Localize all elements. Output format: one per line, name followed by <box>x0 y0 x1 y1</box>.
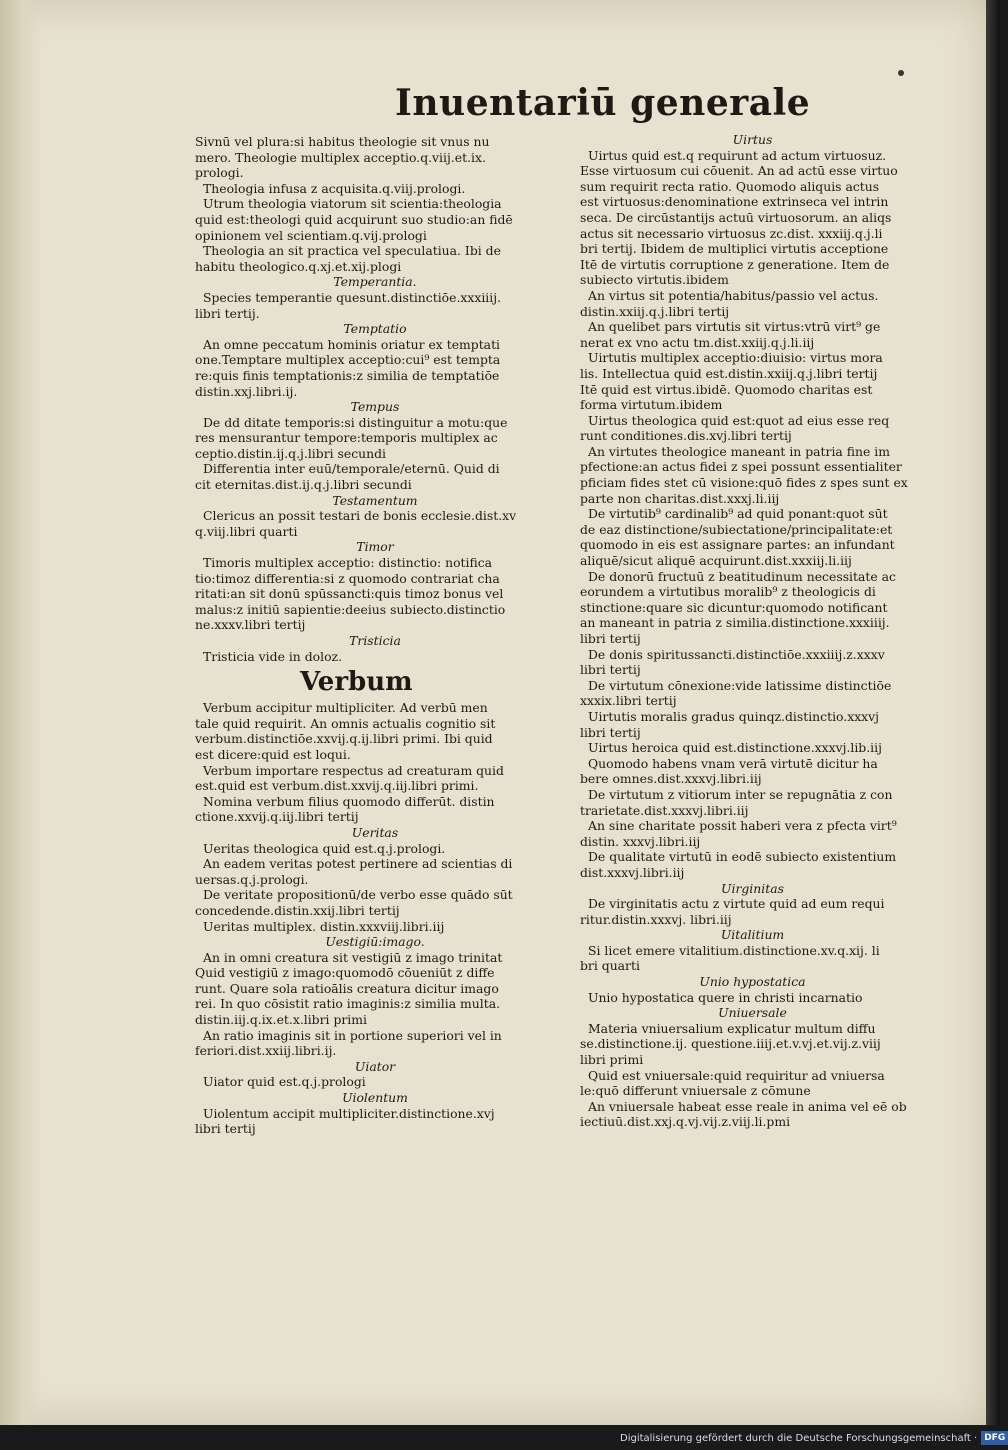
right-text-line: dist.xxxvj.libri.iij <box>580 864 685 880</box>
right-text-line: Itē de virtutis corruptione z generatione. Item de <box>580 256 890 272</box>
left-text-line: ceptio.distin.ij.q.j.libri secundi <box>195 445 387 461</box>
right-entry-heading: Uirtus <box>732 132 773 147</box>
left-text-line: Uiator quid est.q.j.prologi <box>203 1074 366 1090</box>
right-text-line: an maneant in patria z similia.distinctione.xxxiiij. <box>580 615 890 631</box>
right-text-line: eorundem a virtutibus moralib⁹ z theologicis di <box>580 584 876 600</box>
left-text-line: q.viij.libri quarti <box>195 523 298 539</box>
left-entry-heading: Tempus <box>350 399 400 415</box>
right-text-line: parte non charitas.dist.xxxj.li.iij <box>580 490 780 506</box>
left-entry-heading: Uiolentum <box>342 1090 408 1106</box>
left-text-line: Quid vestigiū z imago:quomodō cōueniūt z diffe <box>195 965 495 981</box>
right-text-line: De virtutib⁹ cardinalib⁹ ad quid ponant:quot sūt <box>588 506 888 522</box>
right-text-line: Esse virtuosum cui cōuenit. An ad actū esse virtuo <box>580 163 898 179</box>
right-text-line: distin. xxxvj.libri.iij <box>580 833 701 849</box>
right-text-line: Uirtutis multiplex acceptio:diuisio: virtus mora <box>588 350 883 366</box>
ink-dot <box>898 70 904 76</box>
left-text-line: Ueritas theologica quid est.q.j.prologi. <box>203 840 446 856</box>
right-text-line: Itē quid est virtus.ibidē. Quomodo charitas est <box>580 381 873 397</box>
right-text-line: Uirtus heroica quid est.distinctione.xxxvj.lib.iij <box>588 740 882 756</box>
left-text-line: Verbum accipitur multipliciter. Ad verbū men <box>203 700 488 716</box>
left-entry-heading: Tristicia <box>349 633 401 648</box>
left-entry-heading: Testamentum <box>332 492 418 508</box>
right-text-line: Uirtus quid est.q requirunt ad actum virtuosuz. <box>588 147 887 163</box>
left-text-line: uersas.q.j.prologi. <box>195 871 309 887</box>
left-text-line: Theologia infusa z acquisita.q.viij.prologi. <box>203 180 466 196</box>
left-text-line: feriori.dist.xxiij.libri.ij. <box>195 1043 337 1059</box>
right-text-line: Materia vniuersalium explicatur multum diffu <box>588 1020 876 1036</box>
left-text-line: De dd ditate temporis:si distinguitur a motu:que <box>203 414 508 430</box>
left-text-line: concedende.distin.xxij.libri tertij <box>195 902 400 918</box>
right-text-line: An virtutes theologice maneant in patria fine im <box>588 443 890 459</box>
left-text-line: one.Temptare multiplex acceptio:cui⁹ est tempta <box>195 352 501 368</box>
right-text-line: Si licet emere vitalitium.distinctione.xv.q.xij. li <box>588 942 880 958</box>
right-text-line: libri tertij <box>580 662 641 678</box>
left-text-line: Ueritas multiplex. distin.xxxviij.libri.iij <box>203 918 445 934</box>
left-text-line: Sivnū vel plura:si habitus theologie sit vnus nu <box>195 134 490 149</box>
footer-credit <box>620 1427 1006 1450</box>
right-text-line: De virginitatis actu z virtute quid ad eum requi <box>588 896 885 912</box>
right-text-line: sum requirit recta ratio. Quomodo aliquis actus <box>580 178 880 194</box>
left-column <box>195 134 555 1137</box>
right-text-line: est virtuosus:denominatione extrinseca vel intrin <box>580 194 889 210</box>
right-text-line: An quelibet pars virtutis sit virtus:vtrū virt⁹ ge <box>588 319 881 335</box>
right-text-line: actus sit necessario virtuosus zc.dist. xxxiij.q.j.li <box>580 225 883 241</box>
right-text-line: xxxix.libri tertij <box>580 693 677 709</box>
left-text-line: distin.xxj.libri.ij. <box>195 383 298 399</box>
left-text-line: Tristicia vide in doloz. <box>203 648 343 664</box>
right-text-line: de eaz distinctione/subiectatione/principalitate:et <box>580 521 893 537</box>
right-text-line: distin.xxiij.q.j.libri tertij <box>580 303 730 319</box>
left-text-line: An eadem veritas potest pertinere ad scientias di <box>203 856 513 872</box>
left-text-line: habitu theologico.q.xj.et.xij.plogi <box>195 258 402 274</box>
left-text-line: re:quis finis temptationis:z similia de temptatiōe <box>195 367 500 383</box>
left-text-line: libri tertij <box>195 1121 256 1137</box>
left-text-line: res mensurantur tempore:temporis multiplex ac <box>195 430 498 446</box>
right-text-line: aliquē/sicut aliquē acquirunt.dist.xxxiij.li.iij <box>580 553 852 569</box>
right-text-line: trarietate.dist.xxxvj.libri.iij <box>580 802 749 818</box>
left-entry-heading: Temptatio <box>343 321 407 337</box>
right-text-line: libri primi <box>580 1052 644 1068</box>
right-text-line: forma virtutum.ibidem <box>580 397 723 413</box>
right-text-line: bere omnes.dist.xxxvj.libri.iij <box>580 771 762 787</box>
left-text-line: De veritate propositionū/de verbo esse quādo sūt <box>203 887 513 903</box>
right-text-line: quomodo in eis est assignare partes: an infundant <box>580 537 895 553</box>
left-text-line: malus:z initiū sapientie:deeius subiecto.distinctio <box>195 601 506 617</box>
left-text-line: tio:timoz differentia:si z quomodo contrariat cha <box>195 570 500 586</box>
right-text-line: An virtus sit potentia/habitus/passio vel actus. <box>588 287 879 303</box>
right-text-line: De qualitate virtutū in eodē subiecto existentium <box>588 849 897 865</box>
left-text-line: Nomina verbum filius quomodo differūt. distin <box>203 793 495 809</box>
left-text-line: rei. In quo cōsistit ratio imaginis:z similia multa. <box>195 996 501 1012</box>
left-text-line: ne.xxxv.libri tertij <box>195 617 306 633</box>
right-text-line: An sine charitate possit haberi vera z pfecta virt⁹ <box>588 818 897 834</box>
right-text-line: le:quō differunt vniuersale z cōmune <box>580 1083 811 1099</box>
left-text-line: An in omni creatura sit vestigiū z imago trinitat <box>203 949 503 965</box>
right-text-line: lis. Intellectua quid est.distin.xxiij.q.j.libri tertij <box>580 365 878 381</box>
right-text-line: libri tertij <box>580 724 641 740</box>
left-text-line: libri tertij. <box>195 305 260 321</box>
left-entry-heading: Verbum <box>300 667 413 698</box>
right-text-line: iectiuū.dist.xxj.q.vj.vij.z.viij.li.pmi <box>580 1114 791 1130</box>
left-text-line: Theologia an sit practica vel speculatiua. Ibi de <box>203 243 501 259</box>
left-entry-heading: Uestigiū:imago. <box>325 934 425 950</box>
left-text-line: distin.iij.q.ix.et.x.libri primi <box>195 1012 367 1028</box>
right-text-line: stinctione:quare sic dicuntur:quomodo notificant <box>580 599 888 615</box>
right-text-line: ritur.distin.xxxvj. libri.iij <box>580 911 732 927</box>
right-text-line: pficiam fides stet cū visione:quō fides z spes sunt ex <box>580 475 908 491</box>
left-text-line: ctione.xxvij.q.iij.libri tertij <box>195 809 359 825</box>
left-text-line: cit eternitas.dist.ij.q.j.libri secundi <box>195 477 412 493</box>
left-text-line: tale quid requirit. An omnis actualis cognitio sit <box>195 715 496 731</box>
right-entry-heading: Uirginitas <box>721 880 784 896</box>
left-entry-heading: Ueritas <box>351 824 399 840</box>
left-text-line: Species temperantie quesunt.distinctiōe.xxxiiij. <box>203 289 502 305</box>
left-entry-heading: Temperantia. <box>333 274 417 290</box>
left-text-line: Verbum importare respectus ad creaturam quid <box>203 762 504 778</box>
right-text-line: Unio hypostatica quere in christi incarnatio <box>588 989 863 1005</box>
left-text-line: prologi. <box>195 165 244 181</box>
right-text-line: De virtutum cōnexione:vide latissime distinctiōe <box>588 677 892 693</box>
right-text-line: De donorū fructuū z beatitudinum necessitate ac <box>588 568 896 584</box>
dfg-logo: DFG <box>981 1431 1008 1445</box>
left-text-line: est dicere:quid est loqui. <box>195 746 351 762</box>
left-text-line: est.quid est verbum.dist.xxvij.q.iij.libri primi. <box>195 778 479 794</box>
left-text-line: Clericus an possit testari de bonis ecclesie.dist.xv <box>203 508 517 524</box>
left-text-line: Utrum theologia viatorum sit scientia:theologia <box>203 196 502 212</box>
right-text-line: Uirtus theologica quid est:quot ad eius esse req <box>588 412 890 428</box>
page-heading: Inuentariū generale <box>395 82 811 124</box>
right-text-line: De donis spiritussancti.distinctiōe.xxxiiij.z.xxxv <box>588 646 885 662</box>
left-text-line: Timoris multiplex acceptio: distinctio: notifica <box>203 555 493 571</box>
left-text-line: opinionem vel scientiam.q.vij.prologi <box>195 227 427 243</box>
left-entry-heading: Timor <box>356 539 394 555</box>
page-gutter <box>0 0 40 1425</box>
right-column <box>580 132 925 1130</box>
right-text-line: runt conditiones.dis.xvj.libri tertij <box>580 428 792 444</box>
right-text-line: Uirtutis moralis gradus quinqz.distinctio.xxxvj <box>588 708 880 724</box>
right-text-line: libri tertij <box>580 631 641 646</box>
right-text-line: pfectione:an actus fidei z spei possunt essentialiter <box>580 459 902 475</box>
right-text-line: De virtutum z vitiorum inter se repugnātia z con <box>588 786 893 802</box>
right-text-line: Quomodo habens vnam verā virtutē dicitur ha <box>588 755 878 771</box>
right-text-line: se.distinctione.ij. questione.iiij.et.v.vj.et.vij.z.viij <box>580 1036 881 1052</box>
left-text-line: verbum.distinctiōe.xxvij.q.ij.libri primi. Ibi quid <box>195 731 493 747</box>
right-entry-heading: Uniuersale <box>718 1005 787 1021</box>
right-text-line: seca. De circūstantijs actuū virtuosorum. an aliqs <box>580 209 892 225</box>
left-text-line: quid est:theologi quid acquirunt suo studio:an fidē <box>195 211 513 227</box>
footer-text: Digitalisierung gefördert durch die Deutsche Forschungsgemeinschaft · <box>620 1433 978 1444</box>
left-text-line: An ratio imaginis sit in portione superiori vel in <box>203 1027 502 1043</box>
left-text-line: runt. Quare sola ratioālis creatura dicitur imago <box>195 980 499 996</box>
right-text-line: subiecto virtutis.ibidem <box>580 272 729 288</box>
right-text-line: Quid est vniuersale:quid requiritur ad vniuersa <box>588 1067 885 1083</box>
right-entry-heading: Uitalitium <box>720 927 785 943</box>
right-text-line: An vniuersale habeat esse reale in anima vel eē ob <box>588 1098 907 1114</box>
left-text-line: An omne peccatum hominis oriatur ex temptati <box>203 336 501 352</box>
left-text-line: mero. Theologie multiplex acceptio.q.viij.et.ix. <box>195 149 486 165</box>
right-text-line: bri tertij. Ibidem de multiplici virtutis acceptione <box>580 241 889 257</box>
left-entry-heading: Uiator <box>354 1058 396 1074</box>
right-entry-heading: Unio hypostatica <box>699 974 806 990</box>
page-edge <box>986 0 1000 1425</box>
right-text-line: nerat ex vno actu tm.dist.xxiij.q.j.li.iij <box>580 334 815 350</box>
left-text-line: ritati:an sit donū spūssancti:quis timoz bonus vel <box>195 586 504 602</box>
left-text-line: Uiolentum accipit multipliciter.distinctione.xvj <box>203 1105 495 1121</box>
left-text-line: Differentia inter euū/temporale/eternū. Quid di <box>203 461 500 477</box>
right-text-line: bri quarti <box>580 958 640 974</box>
